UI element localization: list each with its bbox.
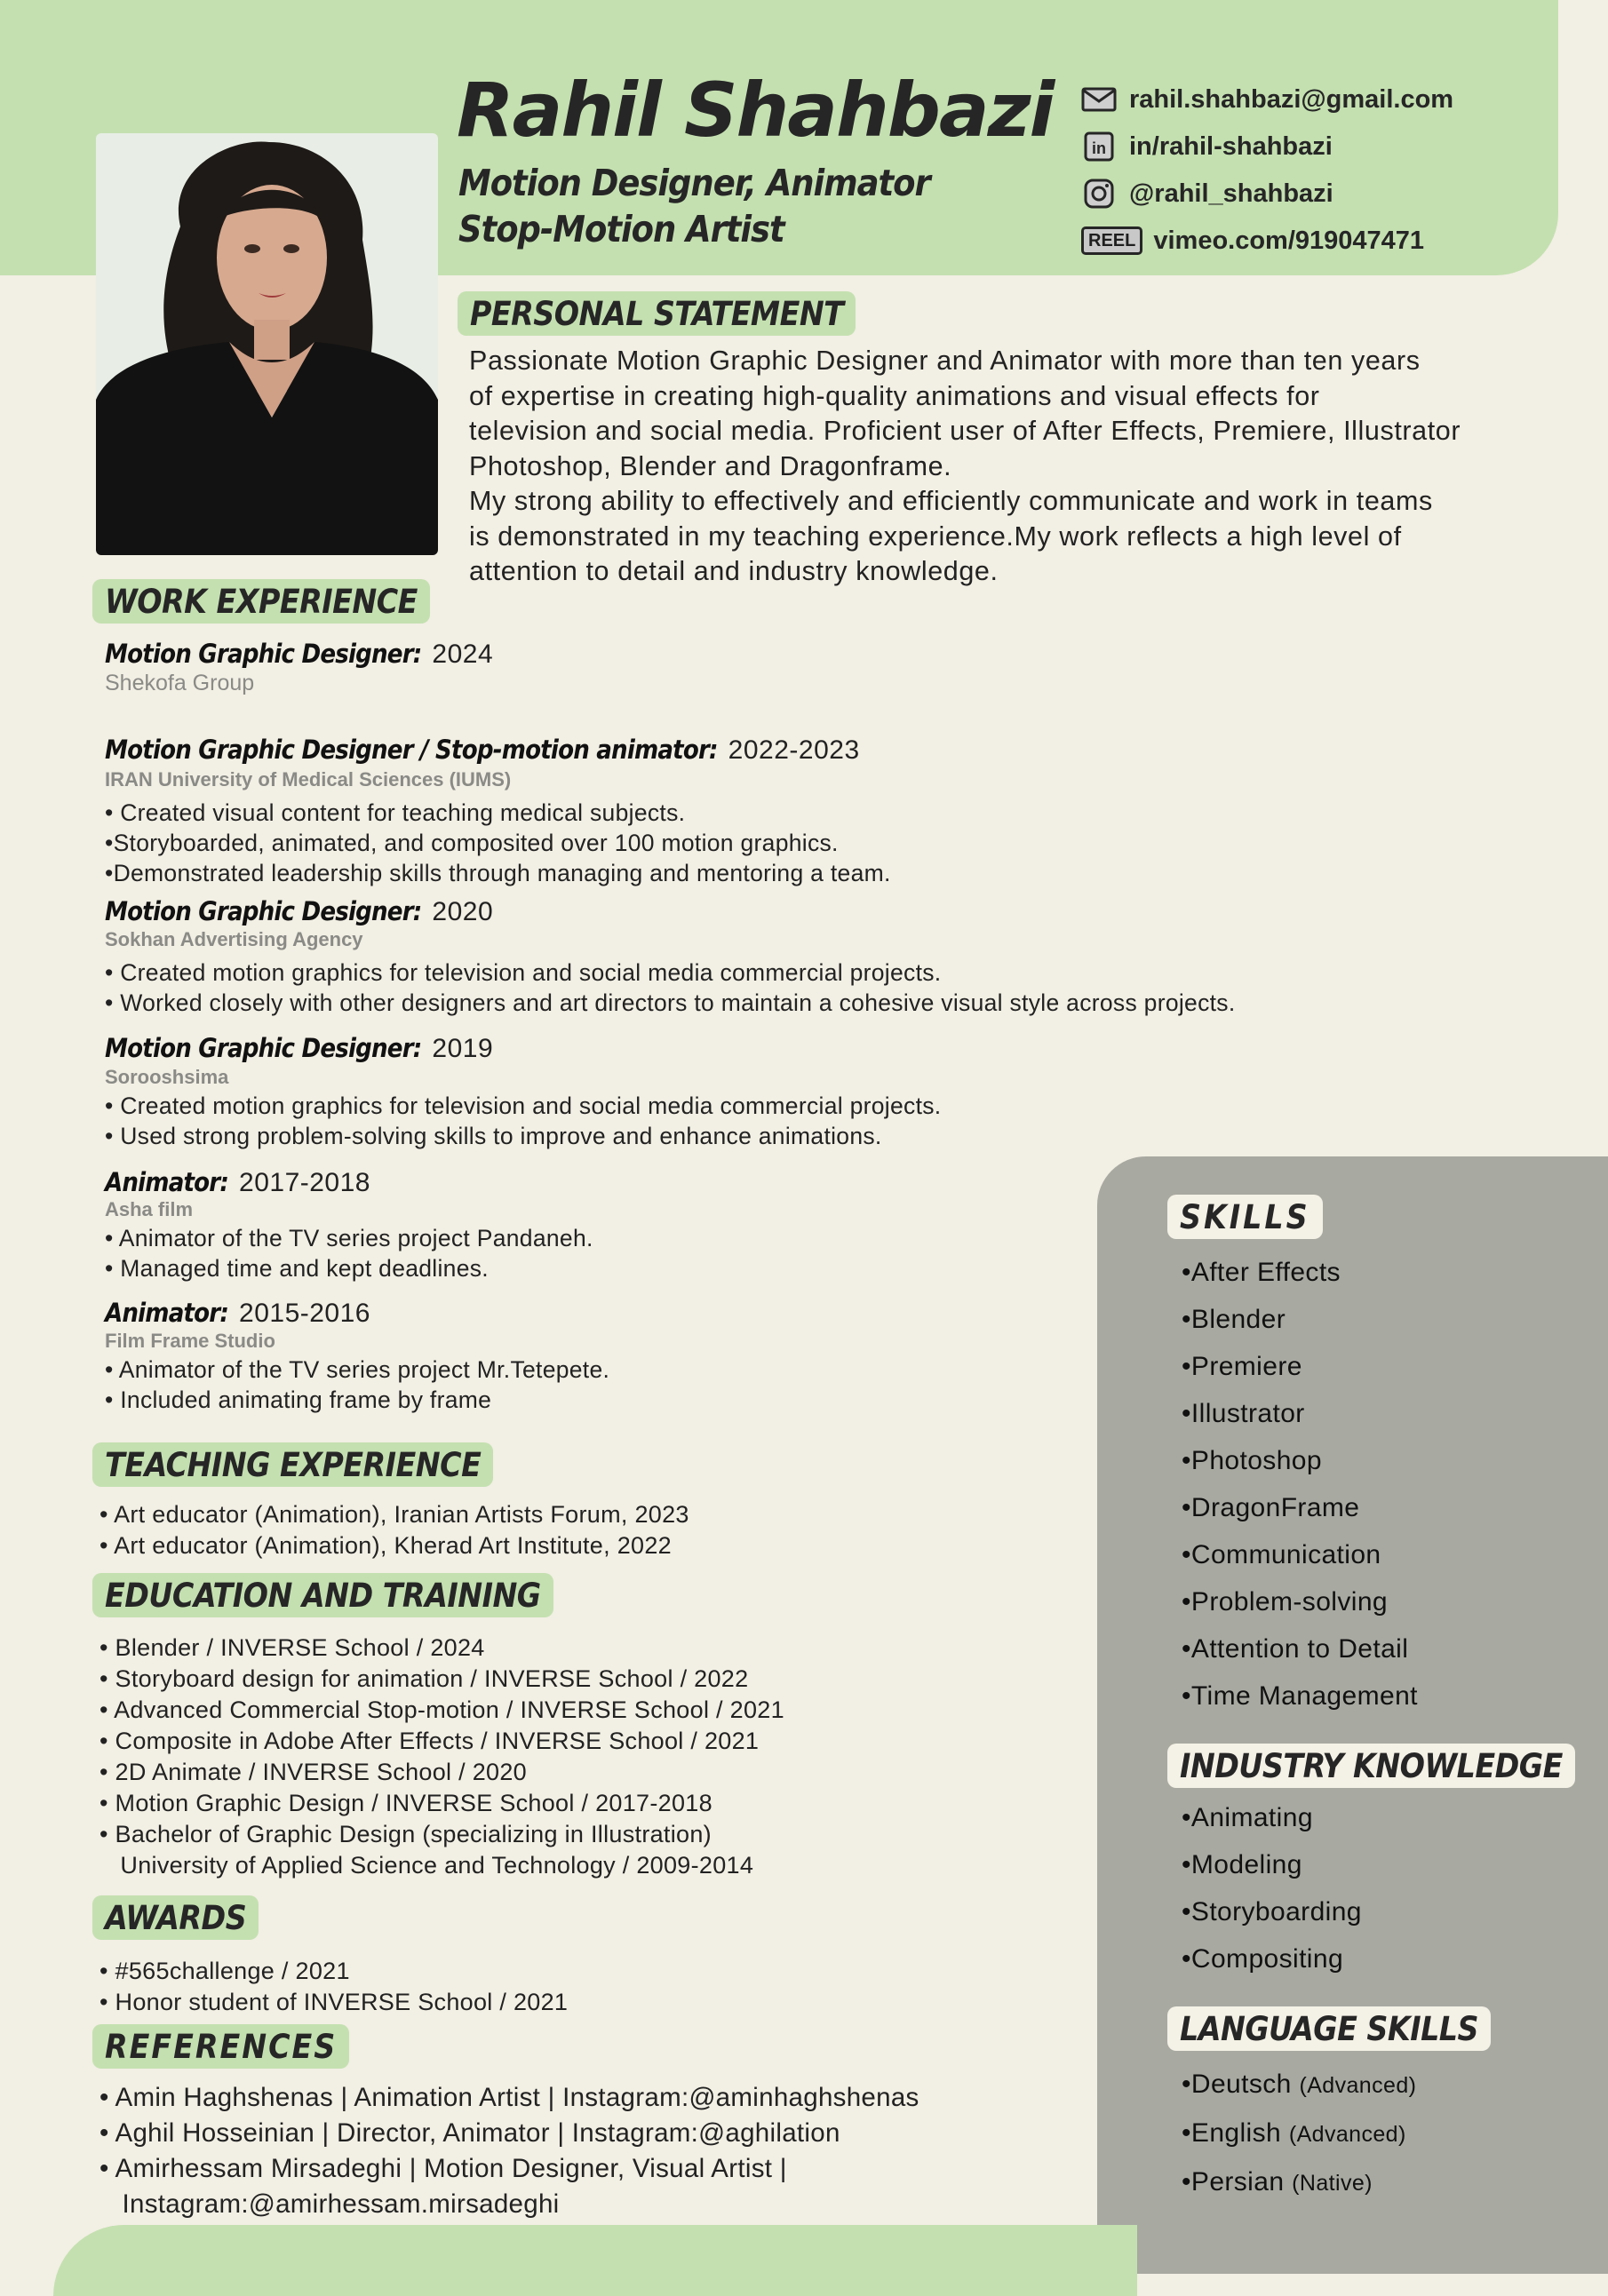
list-item: •Storyboarded, animated, and composited over 100 motion graphics. [105, 830, 839, 856]
job-heading [105, 1033, 494, 1063]
contact-vimeo[interactable] [1081, 223, 1424, 258]
list-item: • Created motion graphics for television and social media commercial projects. [105, 1092, 942, 1119]
list-item: • Amin Haghshenas | Animation Artist | Instagram:@aminhaghshenas [100, 2083, 919, 2112]
statement-line: is demonstrated in my teaching experience.My work reflects a high level of [469, 520, 1402, 552]
job-years: 2017-2018 [239, 1168, 370, 1197]
language-name: •Persian [1182, 2167, 1293, 2197]
job-title: Animator: [105, 1298, 229, 1328]
language-skills-heading: LANGUAGE SKILLS [1167, 2006, 1491, 2051]
job-heading [105, 896, 494, 926]
list-item: •Blender [1182, 1305, 1286, 1334]
job-title: Motion Graphic Designer / Stop-motion animator: [105, 735, 718, 765]
job-bullets [105, 1355, 609, 1415]
list-item: • Art educator (Animation), Iranian Artists Forum, 2023 [100, 1501, 689, 1528]
linkedin-icon [1081, 131, 1117, 162]
reel-icon: REEL [1081, 226, 1142, 255]
statement-line: attention to detail and industry knowledge. [469, 556, 999, 586]
job-years: 2020 [432, 897, 494, 926]
list-item: •Modeling [1182, 1850, 1302, 1879]
education-list [100, 1633, 784, 1881]
list-item: • Motion Graphic Design / INVERSE School / 2017-2018 [100, 1790, 712, 1816]
list-item: University of Applied Science and Technology / 2009-2014 [100, 1852, 754, 1879]
list-item: • Composite in Adobe After Effects / INVERSE School / 2021 [100, 1728, 760, 1754]
job-years: 2015-2016 [239, 1299, 370, 1328]
list-item: Instagram:@amirhessam.mirsadeghi [100, 2189, 560, 2219]
teaching-experience-heading: TEACHING EXPERIENCE [92, 1442, 493, 1487]
list-item: •Photoshop [1182, 1446, 1322, 1475]
teaching-list [100, 1499, 689, 1561]
references-heading: REFERENCES [92, 2024, 349, 2069]
job-title: Animator: [105, 1167, 229, 1197]
statement-line: television and social media. Proficient user of After Effects, Premiere, Illustrator [469, 416, 1461, 446]
list-item: • Storyboard design for animation / INVERSE School / 2022 [100, 1665, 749, 1692]
contact-email[interactable] [1081, 82, 1453, 117]
list-item: •After Effects [1182, 1258, 1341, 1287]
list-item: •Animating [1182, 1803, 1313, 1832]
list-item: • Blender / INVERSE School / 2024 [100, 1634, 485, 1661]
list-item [1182, 2061, 1416, 2109]
job-heading [105, 1300, 370, 1327]
industry-knowledge-list [1182, 1794, 1362, 1982]
company-name: IRAN University of Medical Sciences (IUMS) [105, 768, 512, 790]
job-bullets [105, 957, 1236, 1018]
vimeo-text[interactable]: vimeo.com/919047471 [1153, 226, 1425, 255]
company-name: Shekofa Group [105, 671, 255, 695]
list-item: • Bachelor of Graphic Design (specializing in Illustration) [100, 1821, 712, 1847]
job-title: Motion Graphic Designer: [105, 639, 422, 669]
list-item: •Illustrator [1182, 1399, 1305, 1428]
list-item: •Compositing [1182, 1944, 1344, 1974]
company-name: Film Frame Studio [105, 1330, 275, 1352]
envelope-icon [1081, 84, 1117, 115]
list-item: • Art educator (Animation), Kherad Art Institute, 2022 [100, 1532, 672, 1559]
personal-statement-text [469, 344, 1461, 590]
language-level: (Native) [1292, 2171, 1373, 2196]
references-list [100, 2080, 919, 2222]
applicant-name: Rahil Shahbazi [457, 67, 1054, 154]
linkedin-text[interactable]: in/rahil-shahbazi [1129, 131, 1333, 161]
skills-heading: SKILLS [1167, 1195, 1323, 1239]
list-item: •Time Management [1182, 1681, 1418, 1711]
job-heading [105, 641, 493, 668]
list-item: • Amirhessam Mirsadeghi | Motion Designer, Visual Artist | [100, 2154, 787, 2183]
list-item: • #565challenge / 2021 [100, 1958, 350, 1984]
list-item: • Worked closely with other designers and art directors to maintain a cohesive visual style across projects. [105, 989, 1236, 1016]
job-years: 2022-2023 [728, 735, 860, 765]
list-item [1182, 2109, 1416, 2158]
list-item: • Animator of the TV series project Pandaneh. [105, 1225, 593, 1251]
job-bullets [105, 798, 891, 888]
job-years: 2019 [432, 1034, 494, 1063]
job-title: Motion Graphic Designer: [105, 1033, 422, 1063]
list-item: • Honor student of INVERSE School / 2021 [100, 1989, 569, 2015]
job-title-line-2: Stop-Motion Artist [458, 208, 784, 250]
awards-heading: AWARDS [92, 1895, 259, 1940]
language-level: (Advanced) [1299, 2073, 1417, 2098]
job-heading [105, 1167, 370, 1197]
skills-list [1182, 1249, 1418, 1720]
education-heading: EDUCATION AND TRAINING [92, 1573, 553, 1617]
language-name: •English [1182, 2118, 1289, 2148]
list-item: •Demonstrated leadership skills through managing and mentoring a team. [105, 860, 891, 886]
statement-line: My strong ability to effectively and efficiently communicate and work in teams [469, 486, 1433, 516]
list-item [1182, 2158, 1416, 2207]
job-heading [105, 737, 860, 764]
instagram-icon [1081, 179, 1117, 209]
language-skills-list [1182, 2061, 1416, 2207]
job-bullets [105, 1091, 941, 1151]
list-item: • Animator of the TV series project Mr.Tetepete. [105, 1356, 610, 1383]
work-experience-heading: WORK EXPERIENCE [92, 579, 430, 624]
list-item: • Created visual content for teaching medical subjects. [105, 799, 686, 826]
instagram-text[interactable]: @rahil_shahbazi [1129, 179, 1333, 208]
job-title-line-1: Motion Designer, Animator [458, 162, 930, 204]
list-item: •DragonFrame [1182, 1493, 1360, 1522]
statement-line: Passionate Motion Graphic Designer and Animator with more than ten years [469, 346, 1421, 376]
list-item: • Managed time and kept deadlines. [105, 1255, 489, 1282]
company-name: Sokhan Advertising Agency [105, 928, 363, 950]
contact-instagram[interactable] [1081, 176, 1333, 211]
company-name: Sorooshsima [105, 1066, 229, 1088]
list-item: • Used strong problem-solving skills to improve and enhance animations. [105, 1123, 882, 1149]
email-text[interactable]: rahil.shahbazi@gmail.com [1129, 84, 1454, 114]
svg-text:in: in [1092, 139, 1106, 157]
list-item: • Created motion graphics for television and social media commercial projects. [105, 959, 942, 986]
awards-list [100, 1956, 568, 2018]
list-item: •Communication [1182, 1540, 1381, 1569]
footer-band [53, 2225, 1137, 2296]
industry-knowledge-heading: INDUSTRY KNOWLEDGE [1167, 1744, 1575, 1788]
job-title: Motion Graphic Designer: [105, 896, 422, 926]
contact-linkedin[interactable] [1081, 129, 1333, 164]
list-item: • Included animating frame by frame [105, 1386, 492, 1413]
personal-statement-heading: PERSONAL STATEMENT [458, 291, 856, 336]
job-years: 2024 [432, 640, 494, 669]
list-item: •Storyboarding [1182, 1897, 1362, 1927]
company-name: Asha film [105, 1198, 194, 1220]
list-item: • 2D Animate / INVERSE School / 2020 [100, 1759, 527, 1785]
statement-line: of expertise in creating high-quality animations and visual effects for [469, 380, 1320, 411]
statement-line: Photoshop, Blender and Dragonframe. [469, 450, 952, 481]
list-item: •Problem-solving [1182, 1587, 1388, 1617]
language-name: •Deutsch [1182, 2070, 1300, 2099]
job-bullets [105, 1223, 593, 1283]
profile-photo [96, 133, 438, 555]
list-item: •Attention to Detail [1182, 1634, 1409, 1664]
list-item: • Aghil Hosseinian | Director, Animator | Instagram:@aghilation [100, 2118, 840, 2148]
list-item: •Premiere [1182, 1352, 1302, 1381]
list-item: • Advanced Commercial Stop-motion / INVERSE School / 2021 [100, 1696, 784, 1723]
language-level: (Advanced) [1288, 2122, 1406, 2147]
